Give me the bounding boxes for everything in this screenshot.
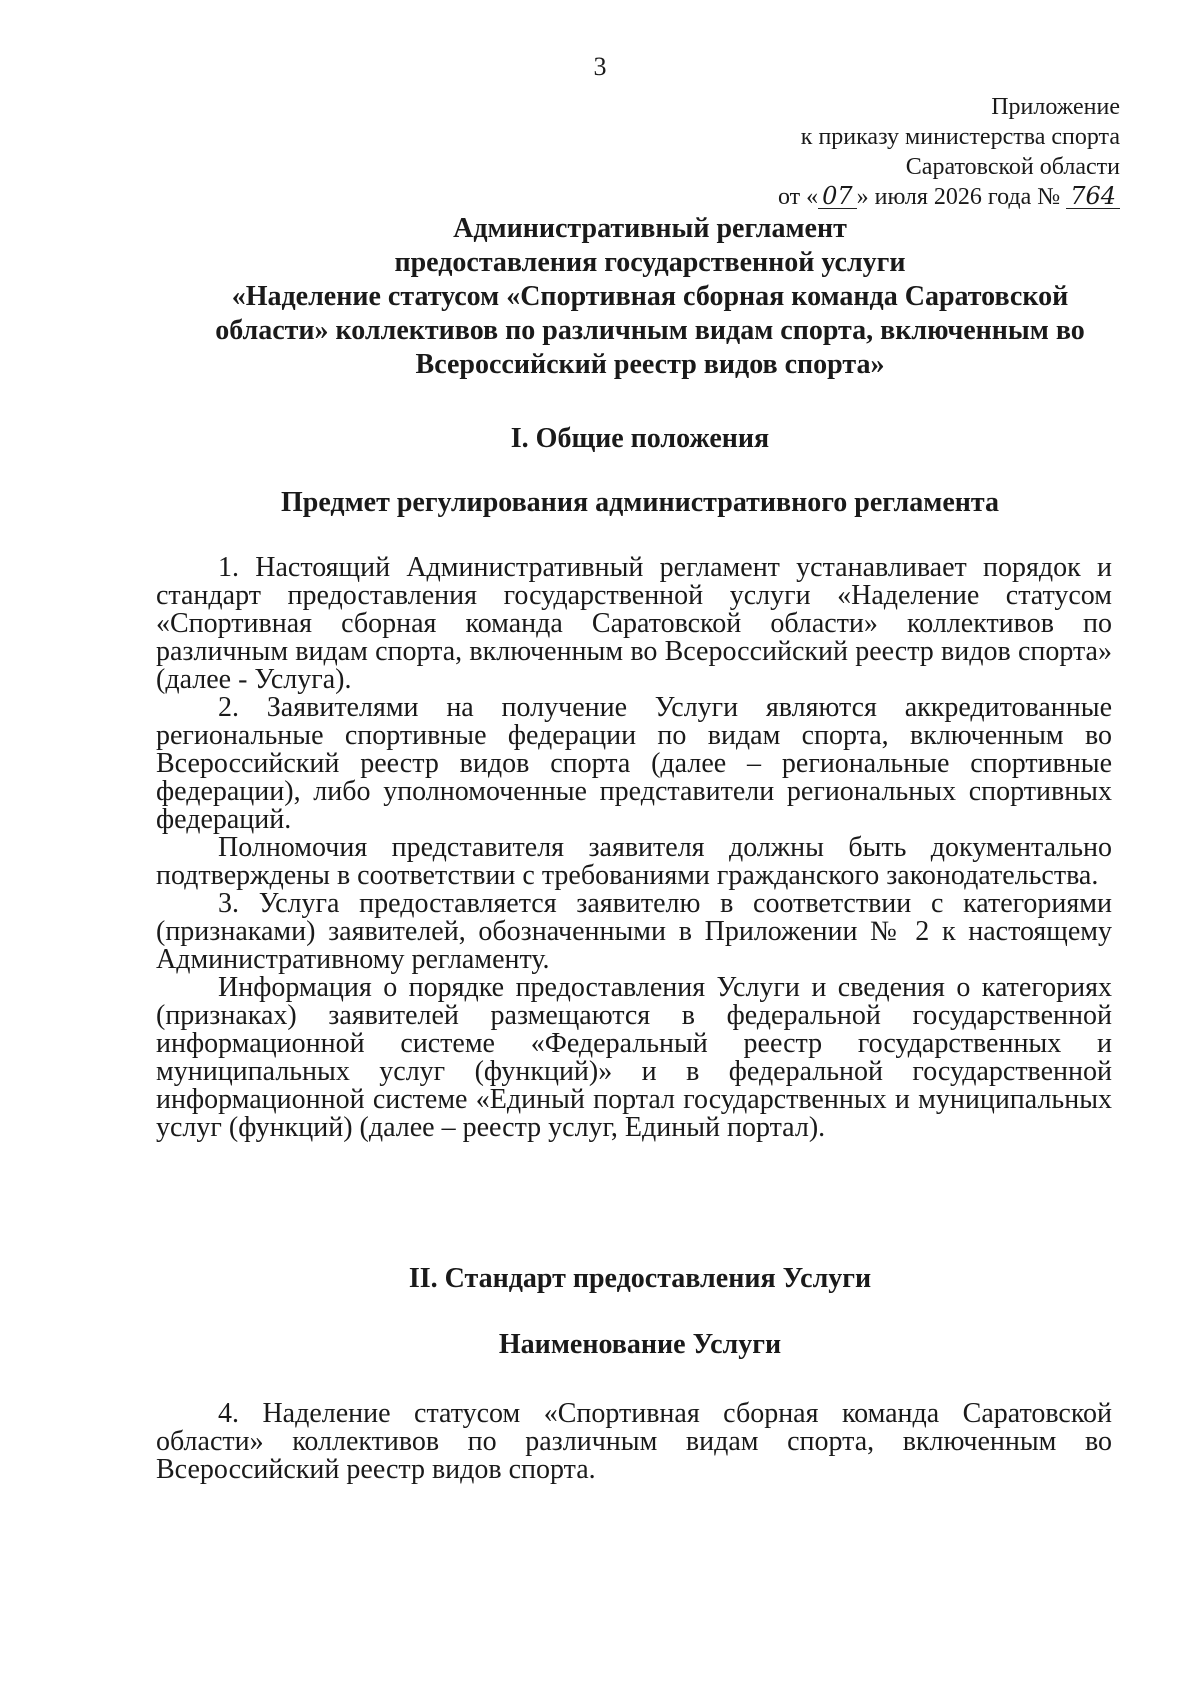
appendix-date-line [778,182,1120,212]
page-number: 3 [593,52,607,81]
section-1-subheading: Предмет регулирования административного регламента [281,487,999,518]
paragraph-6: 4. Наделение статусом «Спортивная сборная команда Саратовской области» коллективов по различным видам спорта, включенным во Всероссийский реестр видов спорта. [156,1398,1112,1485]
date-middle: » июля 2026 года № [856,184,1061,210]
paragraph-3: Полномочия представителя заявителя должны быть документально подтверждены в соответствии с требованиями гражданского законодательства. [156,832,1112,891]
appendix-line-1: Приложение [991,94,1120,120]
date-prefix: от « [777,184,819,210]
paragraph-2: 2. Заявителями на получение Услуги являются аккредитованные региональные спортивные федерации по видам спорта, включенным во Всероссийский реестр видов спорта (далее – региональные спортивные федерации), либо уполномоченные представители региональных спортивных федераций. [156,692,1112,835]
title-line-3: «Наделение статусом «Спортивная сборная команда Саратовской [231,281,1069,312]
paragraph-4: 3. Услуга предоставляется заявителю в соответствии с категориями (признаками) заявителей, обозначенными в Приложении № 2 к настоящему Административному регламенту. [156,888,1112,975]
section-1-heading: I. Общие положения [510,423,770,454]
title-line-5: Всероссийский реестр видов спорта» [415,349,885,380]
appendix-line-2: к приказу министерства спорта [800,124,1120,150]
document-title [190,212,1110,382]
handwritten-day: 07 [818,184,857,209]
title-line-4: области» коллективов по различным видам спорта, включенным во [215,315,1085,346]
paragraph-1: 1. Настоящий Административный регламент устанавливает порядок и стандарт предоставления государственной услуги «Наделение статусом «Спортивная сборная команда Саратовской области» коллективов по различным видам спорта, включенным во Всероссийский реестр видов спорта» (далее - Услуга). [156,552,1112,695]
section-2-subheading: Наименование Услуги [498,1329,782,1360]
appendix-block [778,92,1120,212]
section-1-body [156,554,1112,1142]
section-2-body [156,1400,1112,1484]
title-line-2: предоставления государственной услуги [394,247,906,278]
handwritten-order-number: 764 [1066,184,1120,209]
section-2-heading: II. Стандарт предоставления Услуги [408,1263,872,1294]
title-line-1: Административный регламент [453,213,847,244]
appendix-line-3: Саратовской области [905,154,1120,180]
paragraph-5: Информация о порядке предоставления Услуги и сведения о категориях (признаках) заявителей размещаются в федеральной государственной информационной системе «Федеральный реестр государственных и муниципальных услуг (функций)» и в федеральной государственной информационной системе «Единый портал государственных и муниципальных услуг (функций) (далее – реестр услуг, Единый портал). [156,972,1112,1143]
